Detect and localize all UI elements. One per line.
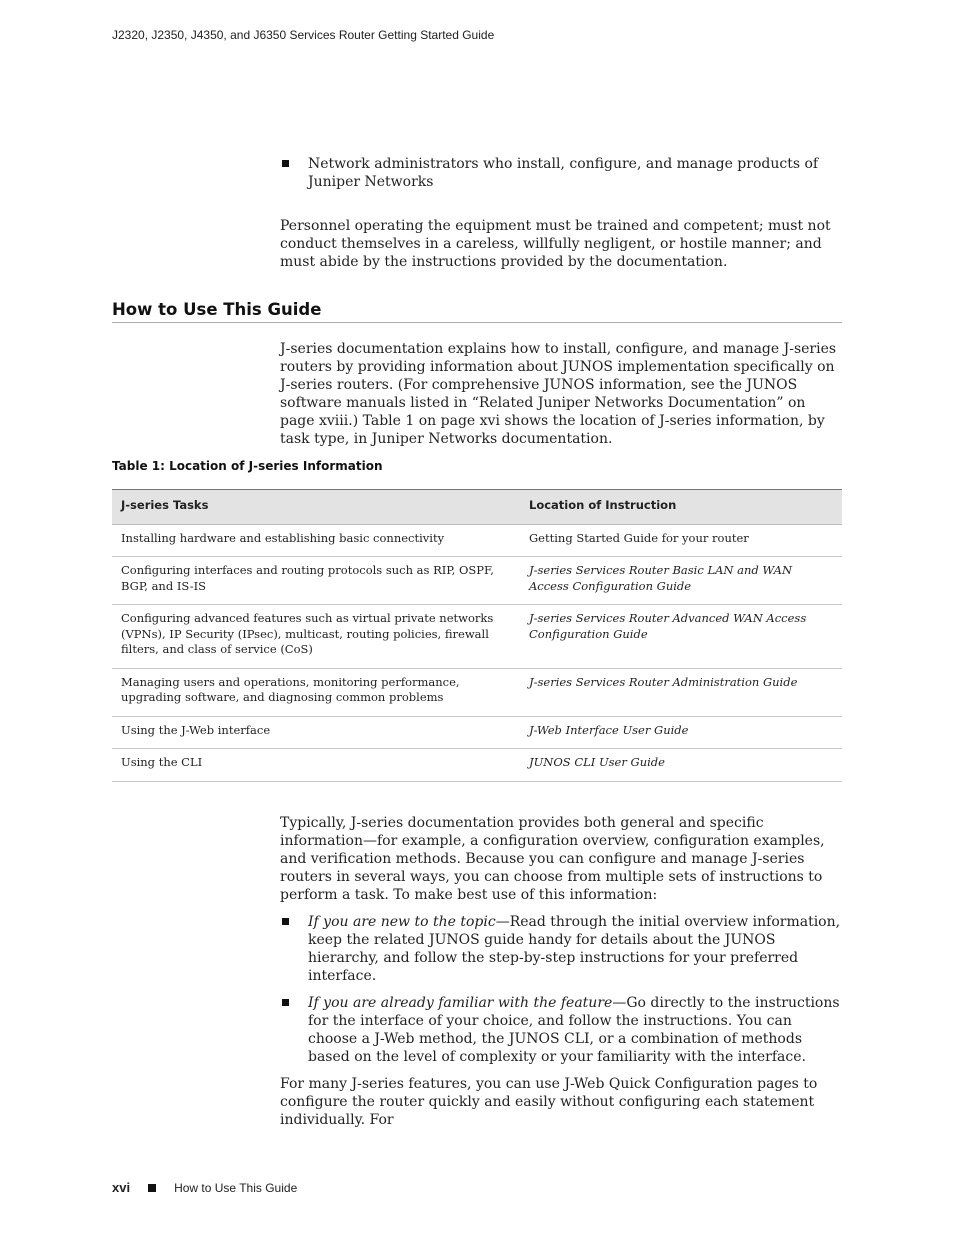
table-header-row <box>112 490 842 525</box>
table-caption: Table 1: Location of J-series Information <box>112 459 383 473</box>
closing-paragraph: For many J-series features, you can use J-Web Quick Configuration pages to configure the router quickly and easily without configuring each statement individually. For <box>280 1076 818 1128</box>
bullet-lead: If you are already familiar with the feature <box>308 995 613 1011</box>
location-table <box>112 489 842 782</box>
task-cell: Configuring interfaces and routing protocols such as RIP, OSPF, BGP, and IS-IS <box>112 557 520 605</box>
bullet-text: —Read through the initial overview information, keep the related JUNOS guide handy for details about the JUNOS hierarchy, and follow the step-by-step instructions for your preferred interface. <box>308 914 841 984</box>
table-row <box>112 524 842 557</box>
location-cell: J-series Services Router Basic LAN and WAN Access Configuration Guide <box>520 557 842 605</box>
task-cell: Using the J-Web interface <box>112 716 520 749</box>
section-heading: How to Use This Guide <box>112 300 842 323</box>
location-cell: J-series Services Router Advanced WAN Access Configuration Guide <box>520 605 842 669</box>
page-footer <box>112 1180 297 1195</box>
list-item <box>280 155 842 191</box>
table-row <box>112 749 842 782</box>
location-cell: J-series Services Router Administration Guide <box>520 668 842 716</box>
list-item <box>280 994 842 1066</box>
list-item <box>280 913 842 985</box>
task-cell: Installing hardware and establishing basic connectivity <box>112 524 520 557</box>
section-paragraph: J-series documentation explains how to install, configure, and manage J-series routers by providing information about JUNOS implementation specifically on J-series routers. (For comprehensive JUNOS information, see the JUNOS software manuals listed in “Related Juniper Networks Documentation” on page xviii.) Table 1 on page xvi shows the location of J-series information, by task type, in Juniper Networks documentation. <box>280 341 837 447</box>
footer-square-icon <box>148 1184 156 1192</box>
location-cell: J-Web Interface User Guide <box>520 716 842 749</box>
usage-bullet-list <box>280 913 842 1066</box>
intro-paragraph: Personnel operating the equipment must be trained and competent; must not conduct themselves in a careless, willfully negligent, or hostile manner; and must abide by the instructions provided by the documentation. <box>280 218 831 270</box>
location-cell: JUNOS CLI User Guide <box>520 749 842 782</box>
column-header-tasks: J-series Tasks <box>112 490 520 525</box>
task-cell: Configuring advanced features such as virtual private networks (VPNs), IP Security (IPsec), multicast, routing policies, firewall filters, and class of service (CoS) <box>112 605 520 669</box>
intro-bullet-text: Network administrators who install, configure, and manage products of Juniper Networks <box>308 156 819 190</box>
page-number: xvi <box>112 1180 131 1195</box>
table-row <box>112 668 842 716</box>
running-header: J2320, J2350, J4350, and J6350 Services Router Getting Started Guide <box>112 28 495 42</box>
footer-section-title: How to Use This Guide <box>174 1180 298 1195</box>
bullet-text: —Go directly to the instructions for the interface of your choice, and follow the instructions. You can choose a J-Web method, the JUNOS CLI, or a combination of methods based on the level of complexity or your familiarity with the interface. <box>308 995 840 1065</box>
bullet-square-icon <box>282 160 289 167</box>
table-row <box>112 605 842 669</box>
table-row <box>112 557 842 605</box>
after-table-paragraph: Typically, J-series documentation provides both general and specific information—for example, a configuration overview, configuration examples, and verification methods. Because you can configure and manage J-series routers in several ways, you can choose from multiple sets of instructions to perform a task. To make best use of this information: <box>280 815 825 903</box>
table-row <box>112 716 842 749</box>
intro-bullet <box>280 155 842 191</box>
task-cell: Using the CLI <box>112 749 520 782</box>
bullet-square-icon <box>282 918 289 925</box>
location-cell: Getting Started Guide for your router <box>520 524 842 557</box>
bullet-square-icon <box>282 999 289 1006</box>
bullet-lead: If you are new to the topic <box>308 914 496 930</box>
task-cell: Managing users and operations, monitoring performance, upgrading software, and diagnosing common problems <box>112 668 520 716</box>
column-header-location: Location of Instruction <box>520 490 842 525</box>
